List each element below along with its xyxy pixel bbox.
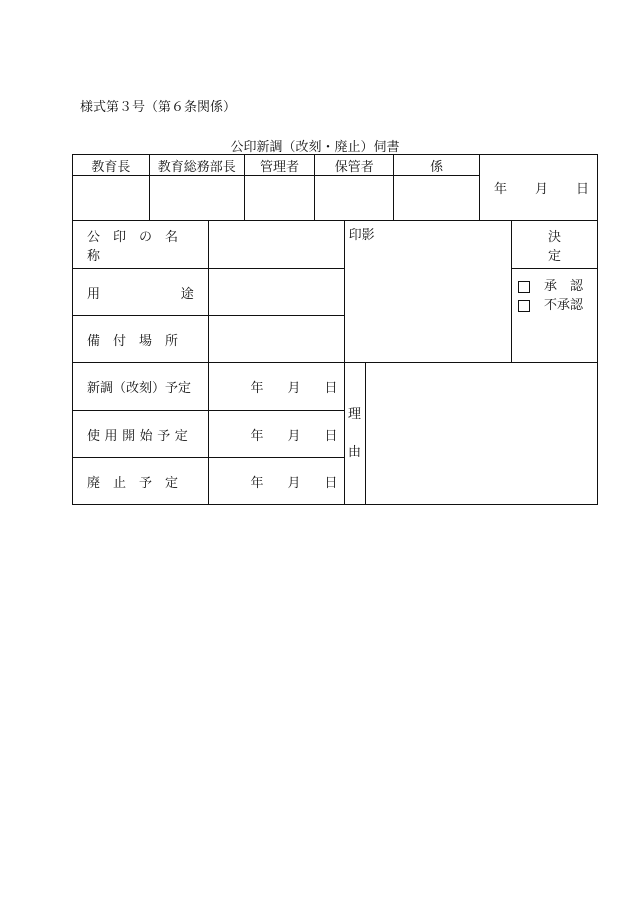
new-date-year: 年 — [250, 381, 264, 396]
application-table — [72, 220, 598, 505]
abolish-date-label: 廃止予定 — [73, 458, 209, 505]
abolish-date-input[interactable] — [208, 458, 344, 505]
decision-header: 決定 — [512, 221, 598, 269]
approver-header-superintendent: 教育長 — [73, 155, 150, 176]
start-date-day: 日 — [324, 428, 338, 444]
imprint-area[interactable] — [344, 221, 511, 363]
stamp-box-superintendent[interactable] — [73, 176, 150, 221]
stamp-box-staff[interactable] — [394, 176, 480, 221]
abolish-date-year: 年 — [250, 475, 264, 491]
abolish-date-month: 月 — [287, 475, 301, 491]
decision-options — [512, 269, 598, 363]
disapprove-checkbox[interactable] — [518, 300, 530, 312]
approver-header-custodian: 保管者 — [315, 155, 394, 176]
approver-header-staff: 係 — [394, 155, 480, 176]
start-date-month: 月 — [287, 428, 301, 444]
reason-label-1: 理 — [348, 406, 362, 422]
approver-header-general-affairs: 教育総務部長 — [149, 155, 244, 176]
new-date-label: 新調（改刻）予定 — [73, 363, 209, 411]
start-date-input[interactable] — [208, 411, 344, 458]
approve-label: 承 認 — [544, 279, 584, 294]
reason-label — [344, 363, 365, 505]
reason-input[interactable] — [365, 363, 597, 505]
stamp-box-manager[interactable] — [244, 176, 315, 221]
seal-name-input[interactable] — [208, 221, 344, 269]
usage-label-left: 用 — [87, 286, 101, 302]
disapprove-option[interactable] — [518, 296, 597, 315]
approval-table — [72, 154, 598, 221]
new-date-day: 日 — [324, 381, 338, 396]
usage-input[interactable] — [208, 269, 344, 316]
date-month-label: 月 — [534, 182, 548, 197]
seal-name-label: 公印の名称 — [73, 221, 209, 269]
location-input[interactable] — [208, 316, 344, 363]
approver-header-manager: 管理者 — [244, 155, 315, 176]
usage-label — [73, 269, 209, 316]
form-number: 様式第３号（第６条関係） — [80, 100, 237, 115]
new-date-input[interactable] — [208, 363, 344, 411]
approve-option[interactable] — [518, 277, 597, 296]
start-date-year: 年 — [250, 428, 264, 444]
abolish-date-day: 日 — [324, 475, 338, 491]
reason-label-2: 由 — [348, 444, 362, 460]
start-date-label: 使用開始予定 — [73, 411, 209, 458]
imprint-label: 印影 — [348, 228, 375, 243]
approval-date-cell[interactable] — [480, 155, 598, 221]
date-year-label: 年 — [493, 182, 507, 197]
approve-checkbox[interactable] — [518, 281, 530, 293]
stamp-box-general-affairs[interactable] — [149, 176, 244, 221]
date-day-label: 日 — [575, 182, 589, 197]
form-title: 公印新調（改刻・廃止）伺書 — [230, 140, 400, 155]
location-label: 備付場所 — [73, 316, 209, 363]
usage-label-right: 途 — [180, 286, 194, 302]
disapprove-label: 不承認 — [544, 298, 584, 313]
stamp-box-custodian[interactable] — [315, 176, 394, 221]
new-date-month: 月 — [287, 381, 301, 396]
